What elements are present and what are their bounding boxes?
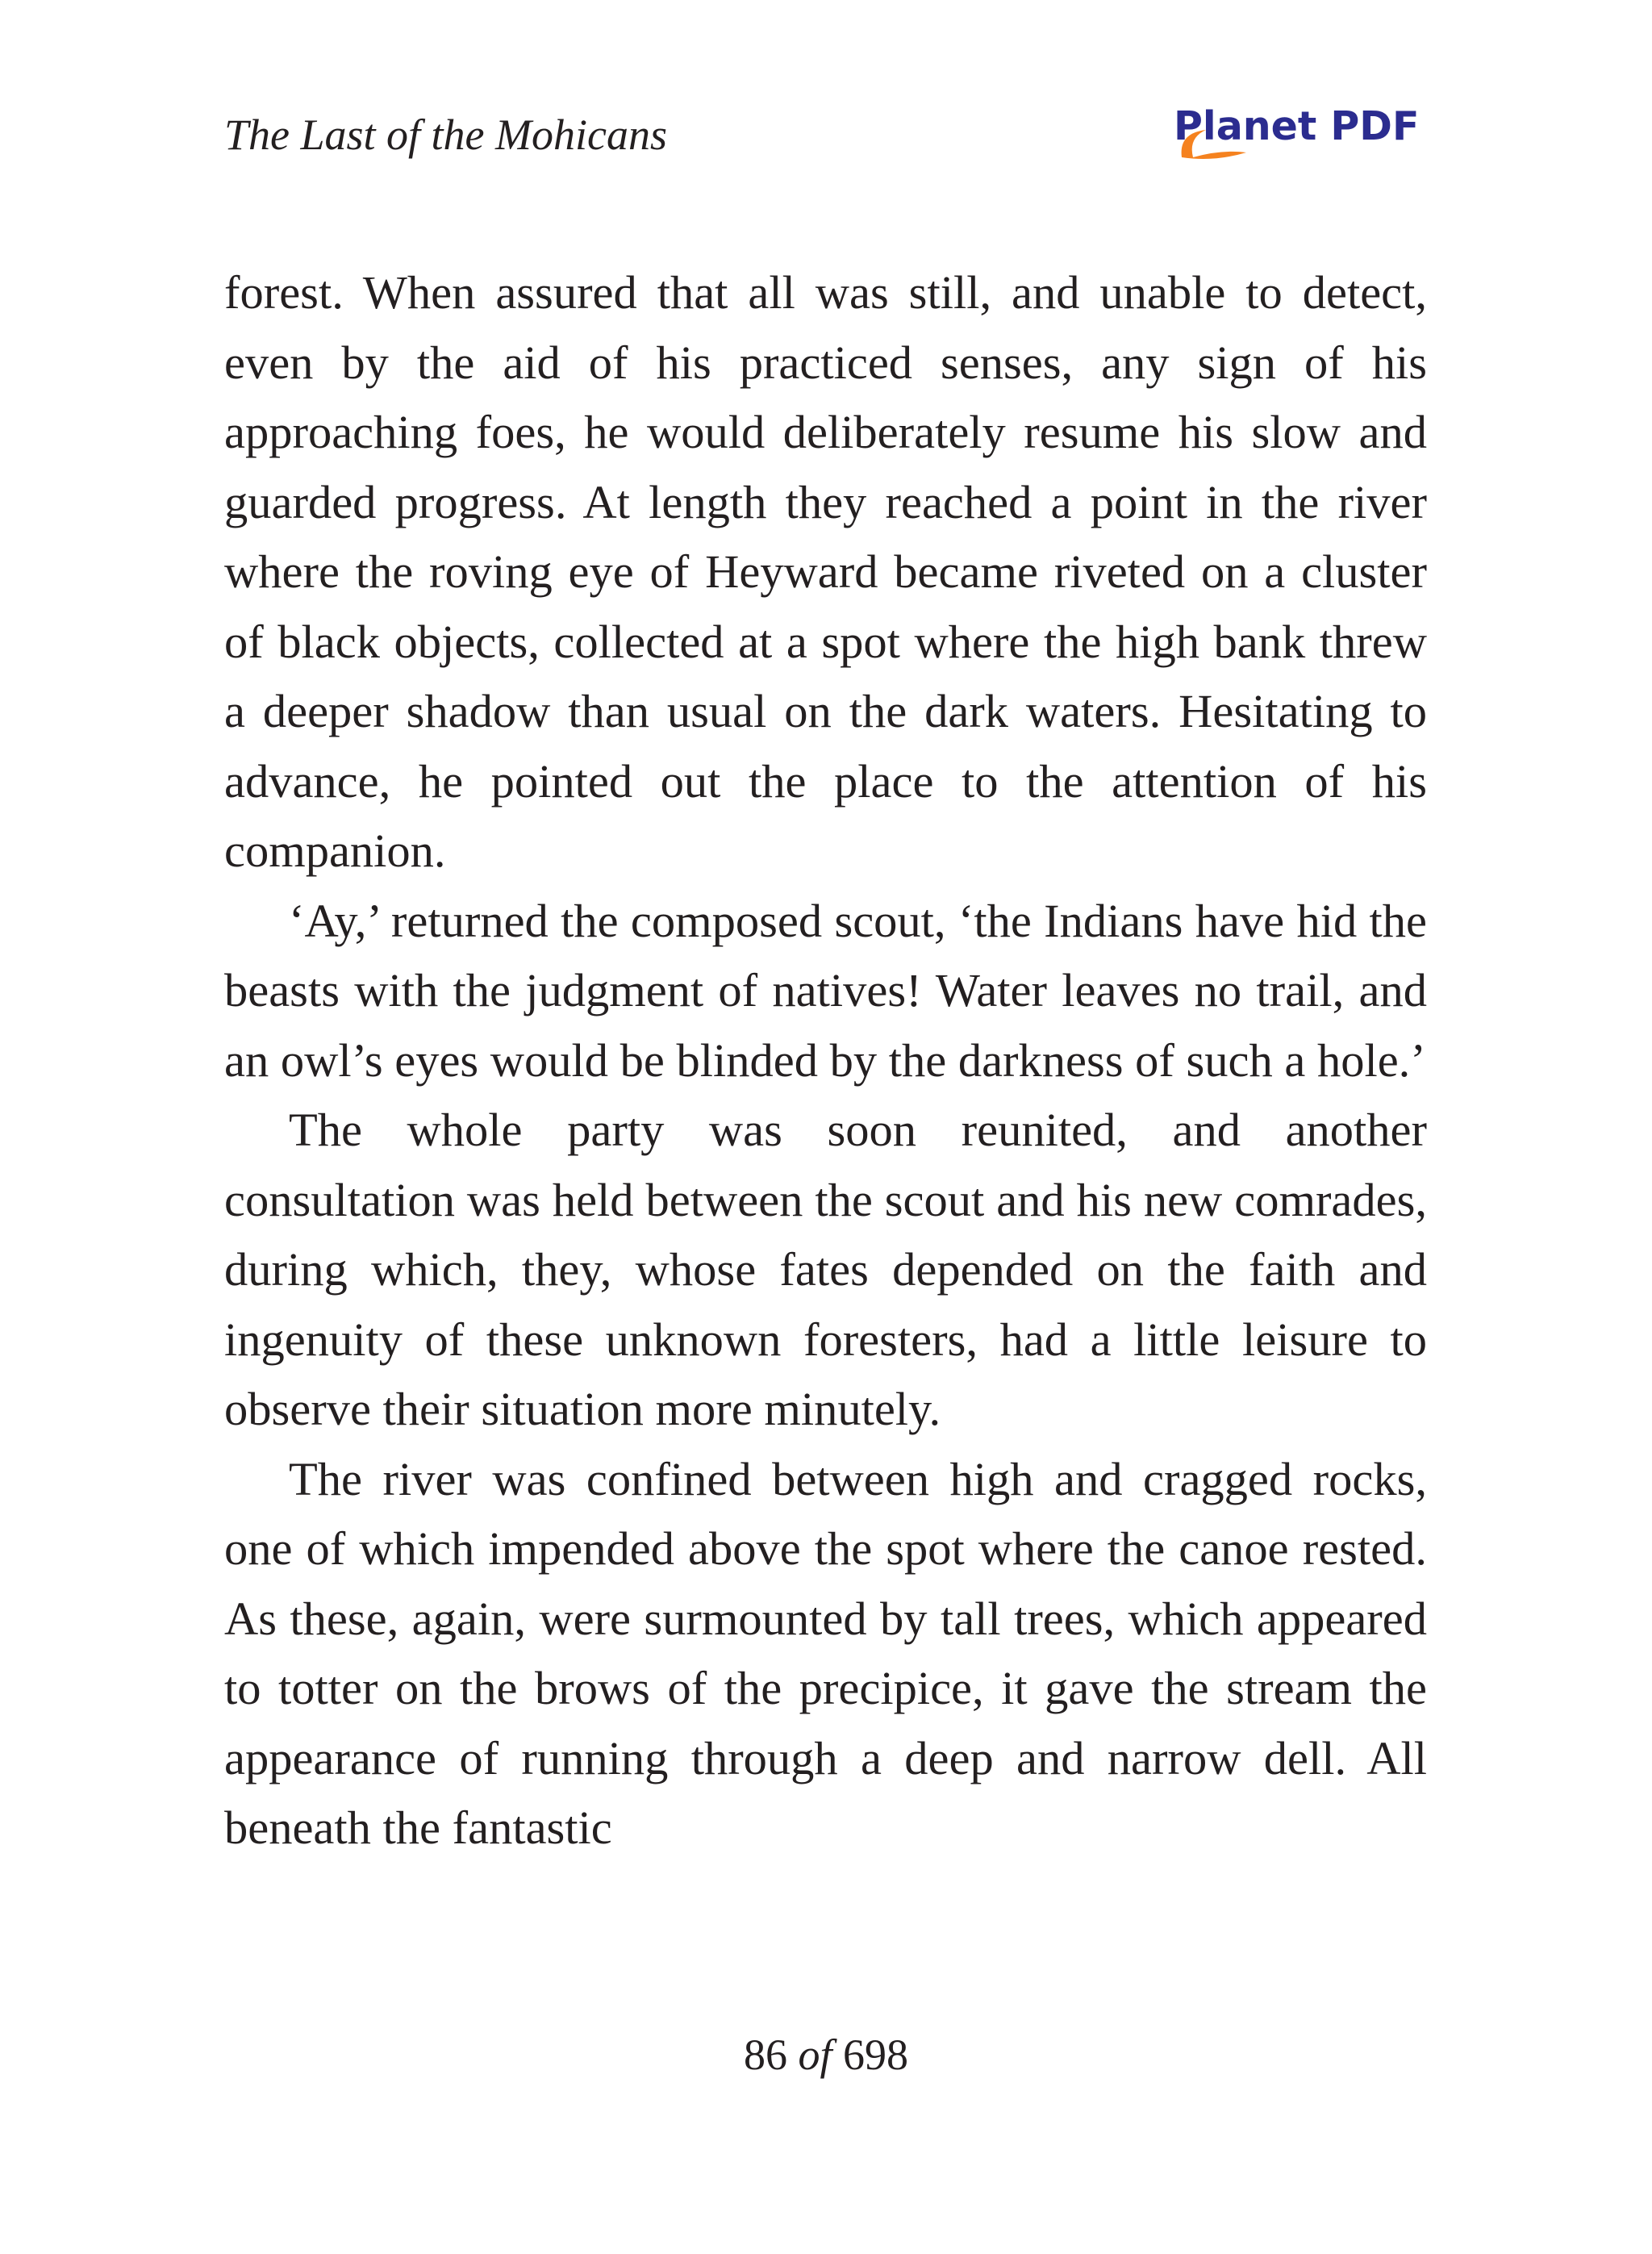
paragraph-3: The whole party was soon reunited, and another consultation was held between the scout and his new comrades, during which, they, whose fates depended on the faith and ingenuity of these unknown foresters, had a little leisure to observe their situation more minutely. <box>224 1104 1427 1435</box>
running-header-title: The Last of the Mohicans <box>224 111 667 159</box>
page-number-footer <box>0 2027 1652 2083</box>
logo-text <box>1174 102 1419 151</box>
paragraph-1: forest. When assured that all was still, and unable to detect, even by the aid of his practiced senses, any sign of his approaching foes, he would deliberately resume his slow and guarded progress. At length they reached a point in the river where the roving eye of Heyward became riveted on a cluster of black objects, collected at a spot where the high bank threw a deeper shadow than usual on the dark waters. Hesitating to advance, he pointed out the place to the attention of his companion. <box>224 266 1427 877</box>
logo-text-pdf: PDF <box>1330 103 1420 149</box>
page-total: 698 <box>843 2031 908 2079</box>
logo-text-planet: Planet <box>1174 103 1317 149</box>
page-current: 86 <box>743 2031 787 2079</box>
paragraph-4: The river was confined between high and cragged rocks, one of which impended above the spot where the canoe rested. As these, again, were surmounted by tall trees, which appeared to totter on the brows of the precipice, it gave the stream the appearance of running through a deep and narrow dell. All beneath the fantastic <box>224 1452 1427 1854</box>
planet-pdf-logo <box>1174 101 1432 173</box>
page-of-label: of <box>798 2031 832 2079</box>
paragraph-2: ‘Ay,’ returned the composed scout, ‘the Indians have hid the beasts with the judgment of natives! Water leaves no trail, and an owl’s eyes would be blinded by the darkness of such a hole.’ <box>224 894 1427 1087</box>
page-body-text <box>224 258 1427 1864</box>
